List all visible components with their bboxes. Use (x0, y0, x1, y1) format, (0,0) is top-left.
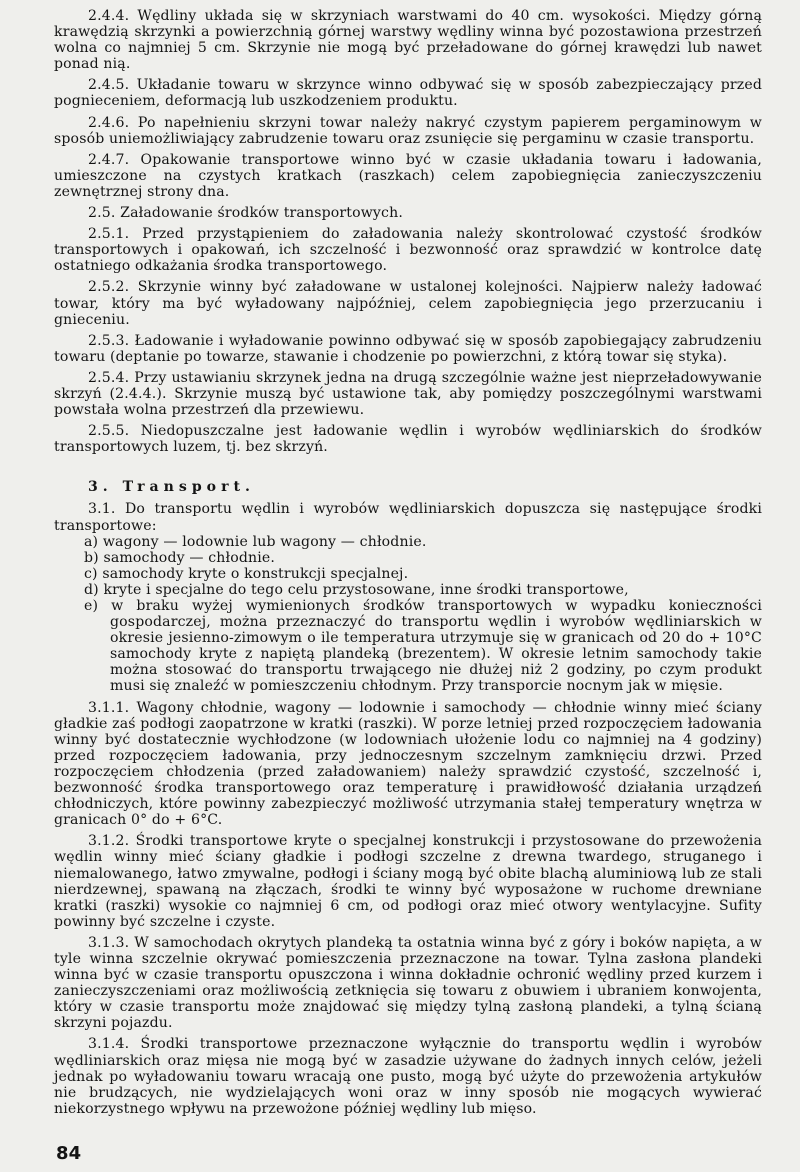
paragraph-2-5-5: 2.5.5. Niedopuszczalne jest ładowanie wędlin i wyrobów wędliniarskich do środków transportowych luzem, tj. bez skrzyń. (54, 423, 762, 456)
paragraph-2-4-5: 2.4.5. Układanie towaru w skrzynce winno odbywać się w sposób zabezpieczający przed pognieceniem, deformacją lub uszkodzeniem produktu. (54, 77, 762, 110)
transport-means-list (54, 534, 762, 695)
paragraph-3-1-3: 3.1.3. W samochodach okrytych plandeką ta ostatnia winna być z góry i boków napięta, a w tyle winna szczelnie okrywać pomieszczenia przeznaczone na towar. Tylna zasłona plandeki winna być w czasie transportu opuszczona i winna dokładnie ochronić wędliny przed kurzem i zanieczyszczeniami oraz możliwością zetknięcia się towaru z obuwiem i ubraniem konwojenta, który w czasie transportu może znajdować się między tylną zasłoną plandeki, a tylną ścianą skrzyni pojazdu. (54, 934, 762, 1032)
paragraph-2-5-3: 2.5.3. Ładowanie i wyładowanie powinno odbywać się w sposób zapobiegający zabrudzeniu towaru (deptanie po towarze, stawanie i chodzenie po powierzchni, z którą towar się styka). (54, 332, 762, 365)
subsection-heading-2-5: 2.5. Załadowanie środków transportowych. (88, 205, 403, 222)
paragraphs-bottom (54, 700, 762, 1117)
paragraph-3-1-4: 3.1.4. Środki transportowe przeznaczone wyłącznie do transportu wędlin i wyrobów wędliniarskich oraz mięsa nie mogą być w zasadzie używane do żadnych innych celów, jeżeli jednak po wyładowaniu towaru wracają one pusto, mogą być użyte do przewożenia artykułów nie brudzących, nie wydzielających woni oraz w inny sposób nie mogących wywierać niekorzystnego wpływu na przewożone później wędliny lub mięso. (54, 1036, 762, 1117)
list-item: a) wagony — lodownie lub wagony — chłodnie. (84, 533, 427, 550)
paragraph-2-5-4: 2.5.4. Przy ustawianiu skrzynek jedna na drugą szczególnie ważne jest nieprzeładowywanie skrzyń (2.4.4.). Skrzynie muszą być ustawione tak, aby pomiędzy poszczególnymi warstwami powstała wolna przestrzeń dla przewiewu. (54, 369, 762, 419)
paragraph-3-1-1: 3.1.1. Wagony chłodnie, wagony — lodownie i samochody — chłodnie winny mieć ściany gładkie zaś podłogi zaopatrzone w kratki (raszki). W porze letniej przed rozpoczęciem ładowania winny być dostatecznie wychłodzone (w lodowniach ułożenie lodu co najmniej na 4 godziny) przed rozpoczęciem ładowania, przy jednoczesnym szczelnym zamknięciu drzwi. Przed rozpoczęciem chłodzenia (przed załadowaniem) należy sprawdzić czystość, szczelność i, bezwonność środka transportowego oraz temperaturę i prawidłowość działania urządzeń chłodniczych, które powinny zabezpieczyć możliwość utrzymania stałej temperatury wnętrza w granicach 0° do + 6°C. (54, 699, 762, 829)
paragraph-2-5-1: 2.5.1. Przed przystąpieniem do załadowania należy skontrolować czystość środków transportowych i opakowań, ich szczelność i bezwonność oraz sprawdzić w kontrolce datę ostatniego odkażania środka transportowego. (54, 226, 762, 275)
paragraph-2-4-6: 2.4.6. Po napełnieniu skrzyni towar należy nakryć czystym papierem pergaminowym w sposób uniemożliwiający zabrudzenie towaru oraz zsunięcie się pergaminu w czasie transportu. (54, 114, 762, 147)
paragraph-2-4-7: 2.4.7. Opakowanie transportowe winno być w czasie układania towaru i ładowania, umieszczone na czystych kratkach (raszkach) celem zapobiegnięcia zanieczyszczeniu zewnętrznej strony dna. (54, 151, 762, 200)
list-item: b) samochody — chłodnie. (84, 549, 276, 566)
paragraph-3-1: 3.1. Do transportu wędlin i wyrobów wędliniarskich dopuszcza się następujące środki transportowe: (54, 501, 762, 534)
paragraph-2-5-2: 2.5.2. Skrzynie winny być załadowane w ustalonej kolejności. Najpierw należy ładować towar, który ma być wyładowany najpóźniej, celem zapobiegnięcia jego przerzucaniu i gnieceniu. (54, 279, 762, 328)
list-item: d) kryte i specjalne do tego celu przystosowane, inne środki transportowe, (84, 581, 629, 598)
paragraph-2-4-4: 2.4.4. Wędliny układa się w skrzyniach warstwami do 40 cm. wysokości. Między górną krawędzią skrzynki a powierzchnią górnej warstwy wędliny winna być pozostawiona przestrzeń wolna co najmniej 5 cm. Skrzynie nie mogą być przeładowane do górnej krawędzi lub nawet ponad nią. (54, 8, 762, 73)
list-item: e) w braku wyżej wymienionych środków transportowych w wypadku konieczności gospodarczej, można przeznaczyć do transportu wędlin i wyrobów wędliniarskich w okresie jesienno-zimowym o ile temperatura utrzymuje się w granicach od 20 do + 10°C samochody kryte z napiętą plandeką (brezentem). W okresie letnim samochody takie można stosować do transportu trwającego nie dłużej niż 2 godziny, po czym produkt musi się znaleźć w pomieszczeniu chłodnym. Przy transporcie nocnym jak w mięsie. (84, 598, 762, 695)
paragraphs-top (54, 8, 762, 455)
paragraph-3-1-2: 3.1.2. Środki transportowe kryte o specjalnej konstrukcji i przystosowane do przewożenia wędlin winny mieć ściany gładkie i podłogi szczelne z drewna twardego, struganego i niemalowanego, łatwo zmywalne, podłogi i ściany mogą być obite blachą aluminiową lub ze stali nierdzewnej, spawaną na złączach, środki te winny być wyposażone w ruchome drewniane kratki (raszki) wysokie co najmniej 6 cm, od podłogi oraz mieć otwory wentylacyjne. Sufity powinny być szczelne i czyste. (54, 833, 762, 930)
list-item: c) samochody kryte o konstrukcji specjalnej. (84, 565, 409, 582)
page-number: 84 (56, 1143, 82, 1164)
section-heading-transport: 3. Transport. (88, 479, 255, 496)
